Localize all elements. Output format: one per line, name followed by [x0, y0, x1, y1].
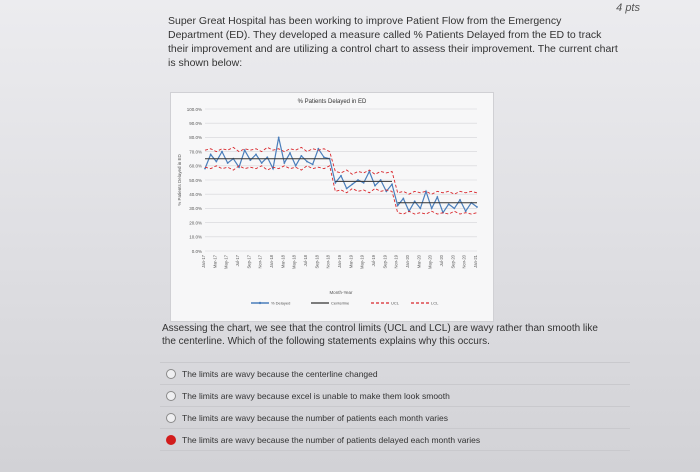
y-tick-label: 20.0%: [189, 220, 202, 226]
data-point: [374, 185, 376, 187]
radio-button-1[interactable]: [166, 369, 176, 379]
x-tick-label: Jan-17: [201, 255, 206, 268]
x-tick-label: Jul-17: [235, 255, 240, 267]
answer-option-2[interactable]: [160, 384, 630, 406]
answer-label-3: The limits are wavy because the number of patients each month varies: [182, 412, 448, 423]
data-point: [261, 162, 263, 164]
data-point: [295, 165, 297, 167]
series-line-centerline: [205, 159, 477, 203]
data-point: [323, 156, 325, 158]
legend-label: % Delayed: [271, 300, 291, 306]
x-tick-label: Mar-20: [416, 254, 422, 269]
y-tick-label: 10.0%: [189, 234, 202, 240]
x-tick-label: May-20: [427, 255, 433, 269]
legend-label: UCL: [391, 300, 400, 306]
y-tick-label: 90.0%: [189, 121, 202, 126]
answer-option-3[interactable]: [160, 406, 630, 428]
legend-label: Centerline: [331, 300, 350, 306]
x-tick-label: Nov-20: [461, 255, 467, 269]
y-tick-label: 100.0%: [186, 106, 202, 112]
data-point: [419, 208, 421, 210]
data-point: [312, 163, 314, 165]
data-point: [289, 152, 291, 154]
data-point: [272, 168, 274, 170]
x-tick-label: Jul-20: [439, 255, 444, 267]
data-point: [266, 156, 268, 158]
data-point: [255, 154, 257, 156]
y-tick-label: 80.0%: [189, 135, 202, 141]
data-point: [340, 175, 342, 177]
x-tick-label: Sep-18: [314, 255, 320, 269]
x-tick-label: Jul-19: [371, 255, 376, 267]
data-point: [227, 162, 229, 164]
answer-option-4[interactable]: [160, 428, 630, 451]
x-tick-label: Jan-18: [269, 255, 274, 268]
data-point: [351, 183, 353, 185]
series-line-ucl: [205, 147, 477, 194]
data-point: [346, 188, 348, 190]
y-tick-label: 0.0%: [191, 248, 202, 254]
data-point: [244, 149, 246, 151]
data-point: [385, 190, 387, 192]
answer-label-2: The limits are wavy because excel is unable to make them look smooth: [182, 390, 450, 401]
data-point: [278, 137, 280, 139]
data-point: [402, 198, 404, 200]
data-point: [283, 162, 285, 164]
x-tick-label: May-17: [223, 255, 229, 269]
data-point: [363, 182, 365, 184]
radio-button-2[interactable]: [166, 391, 176, 401]
chart-title: % Patients Delayed in ED: [297, 99, 367, 105]
x-tick-label: Mar-19: [348, 255, 354, 269]
legend-label: LCL: [431, 300, 439, 306]
data-point: [431, 208, 433, 210]
y-axis-label: % Patients Delayed in ED: [177, 154, 182, 206]
data-point: [459, 199, 461, 201]
x-tick-label: Jan-19: [337, 255, 342, 268]
x-tick-label: Mar-18: [280, 255, 286, 269]
x-tick-label: Nov-17: [257, 255, 263, 269]
control-chart-svg: [171, 93, 493, 321]
data-point: [210, 154, 212, 156]
x-tick-label: Jan-21: [473, 255, 478, 268]
data-point: [380, 179, 382, 181]
y-tick-label: 60.0%: [189, 163, 202, 169]
radio-button-3[interactable]: [166, 413, 176, 423]
answer-label-4: The limits are wavy because the number of patients delayed each month varies: [182, 434, 481, 445]
points-label: 4 pts: [616, 2, 640, 14]
x-axis-label: Month-Year: [329, 290, 353, 295]
data-point: [300, 155, 302, 157]
x-tick-label: Nov-18: [325, 255, 331, 269]
answer-list: [160, 362, 630, 451]
control-chart: [170, 92, 494, 322]
x-tick-label: Jan-20: [405, 255, 410, 268]
question-prompt: Super Great Hospital has been working to improve Patient Flow from the Emergency Department (ED). They developed a measure called % Patients Delayed from the ED to track their improvement and are utilizing a control chart to assess their improvement. The current chart is shown below:: [168, 15, 618, 69]
y-tick-label: 70.0%: [189, 149, 202, 155]
data-point: [317, 148, 319, 150]
x-tick-label: May-18: [291, 255, 297, 269]
data-point: [448, 203, 450, 205]
data-point: [476, 206, 478, 208]
x-tick-label: Sep-20: [450, 255, 456, 269]
data-point: [357, 179, 359, 181]
y-tick-label: 50.0%: [189, 177, 202, 183]
x-tick-label: Sep-19: [382, 255, 388, 269]
data-point: [215, 161, 217, 163]
data-point: [306, 161, 308, 163]
data-point: [204, 168, 206, 170]
x-tick-label: Mar-17: [212, 255, 218, 269]
x-tick-label: Sep-17: [246, 255, 252, 269]
data-point: [221, 151, 223, 153]
y-tick-label: 30.0%: [189, 206, 202, 212]
x-tick-label: May-19: [359, 255, 365, 269]
series-line-lcl: [205, 166, 477, 214]
legend-marker: [259, 302, 261, 304]
data-point: [334, 182, 336, 184]
y-tick-label: 40.0%: [189, 192, 202, 197]
data-point: [397, 205, 399, 207]
answer-label-1: The limits are wavy because the centerline changed: [182, 368, 378, 379]
answer-option-1[interactable]: [160, 362, 630, 384]
data-point: [436, 196, 438, 198]
x-tick-label: Jul-18: [303, 255, 308, 267]
data-point: [465, 210, 467, 212]
data-point: [453, 208, 455, 210]
radio-button-4[interactable]: [166, 435, 176, 445]
data-point: [414, 200, 416, 202]
data-point: [391, 183, 393, 185]
question-text: Assessing the chart, we see that the control limits (UCL and LCL) are wavy rather than smooth like the centerline. Which of the following statements explains why this occurs.: [162, 323, 598, 347]
x-tick-label: Nov-19: [393, 255, 399, 269]
data-point: [249, 159, 251, 161]
